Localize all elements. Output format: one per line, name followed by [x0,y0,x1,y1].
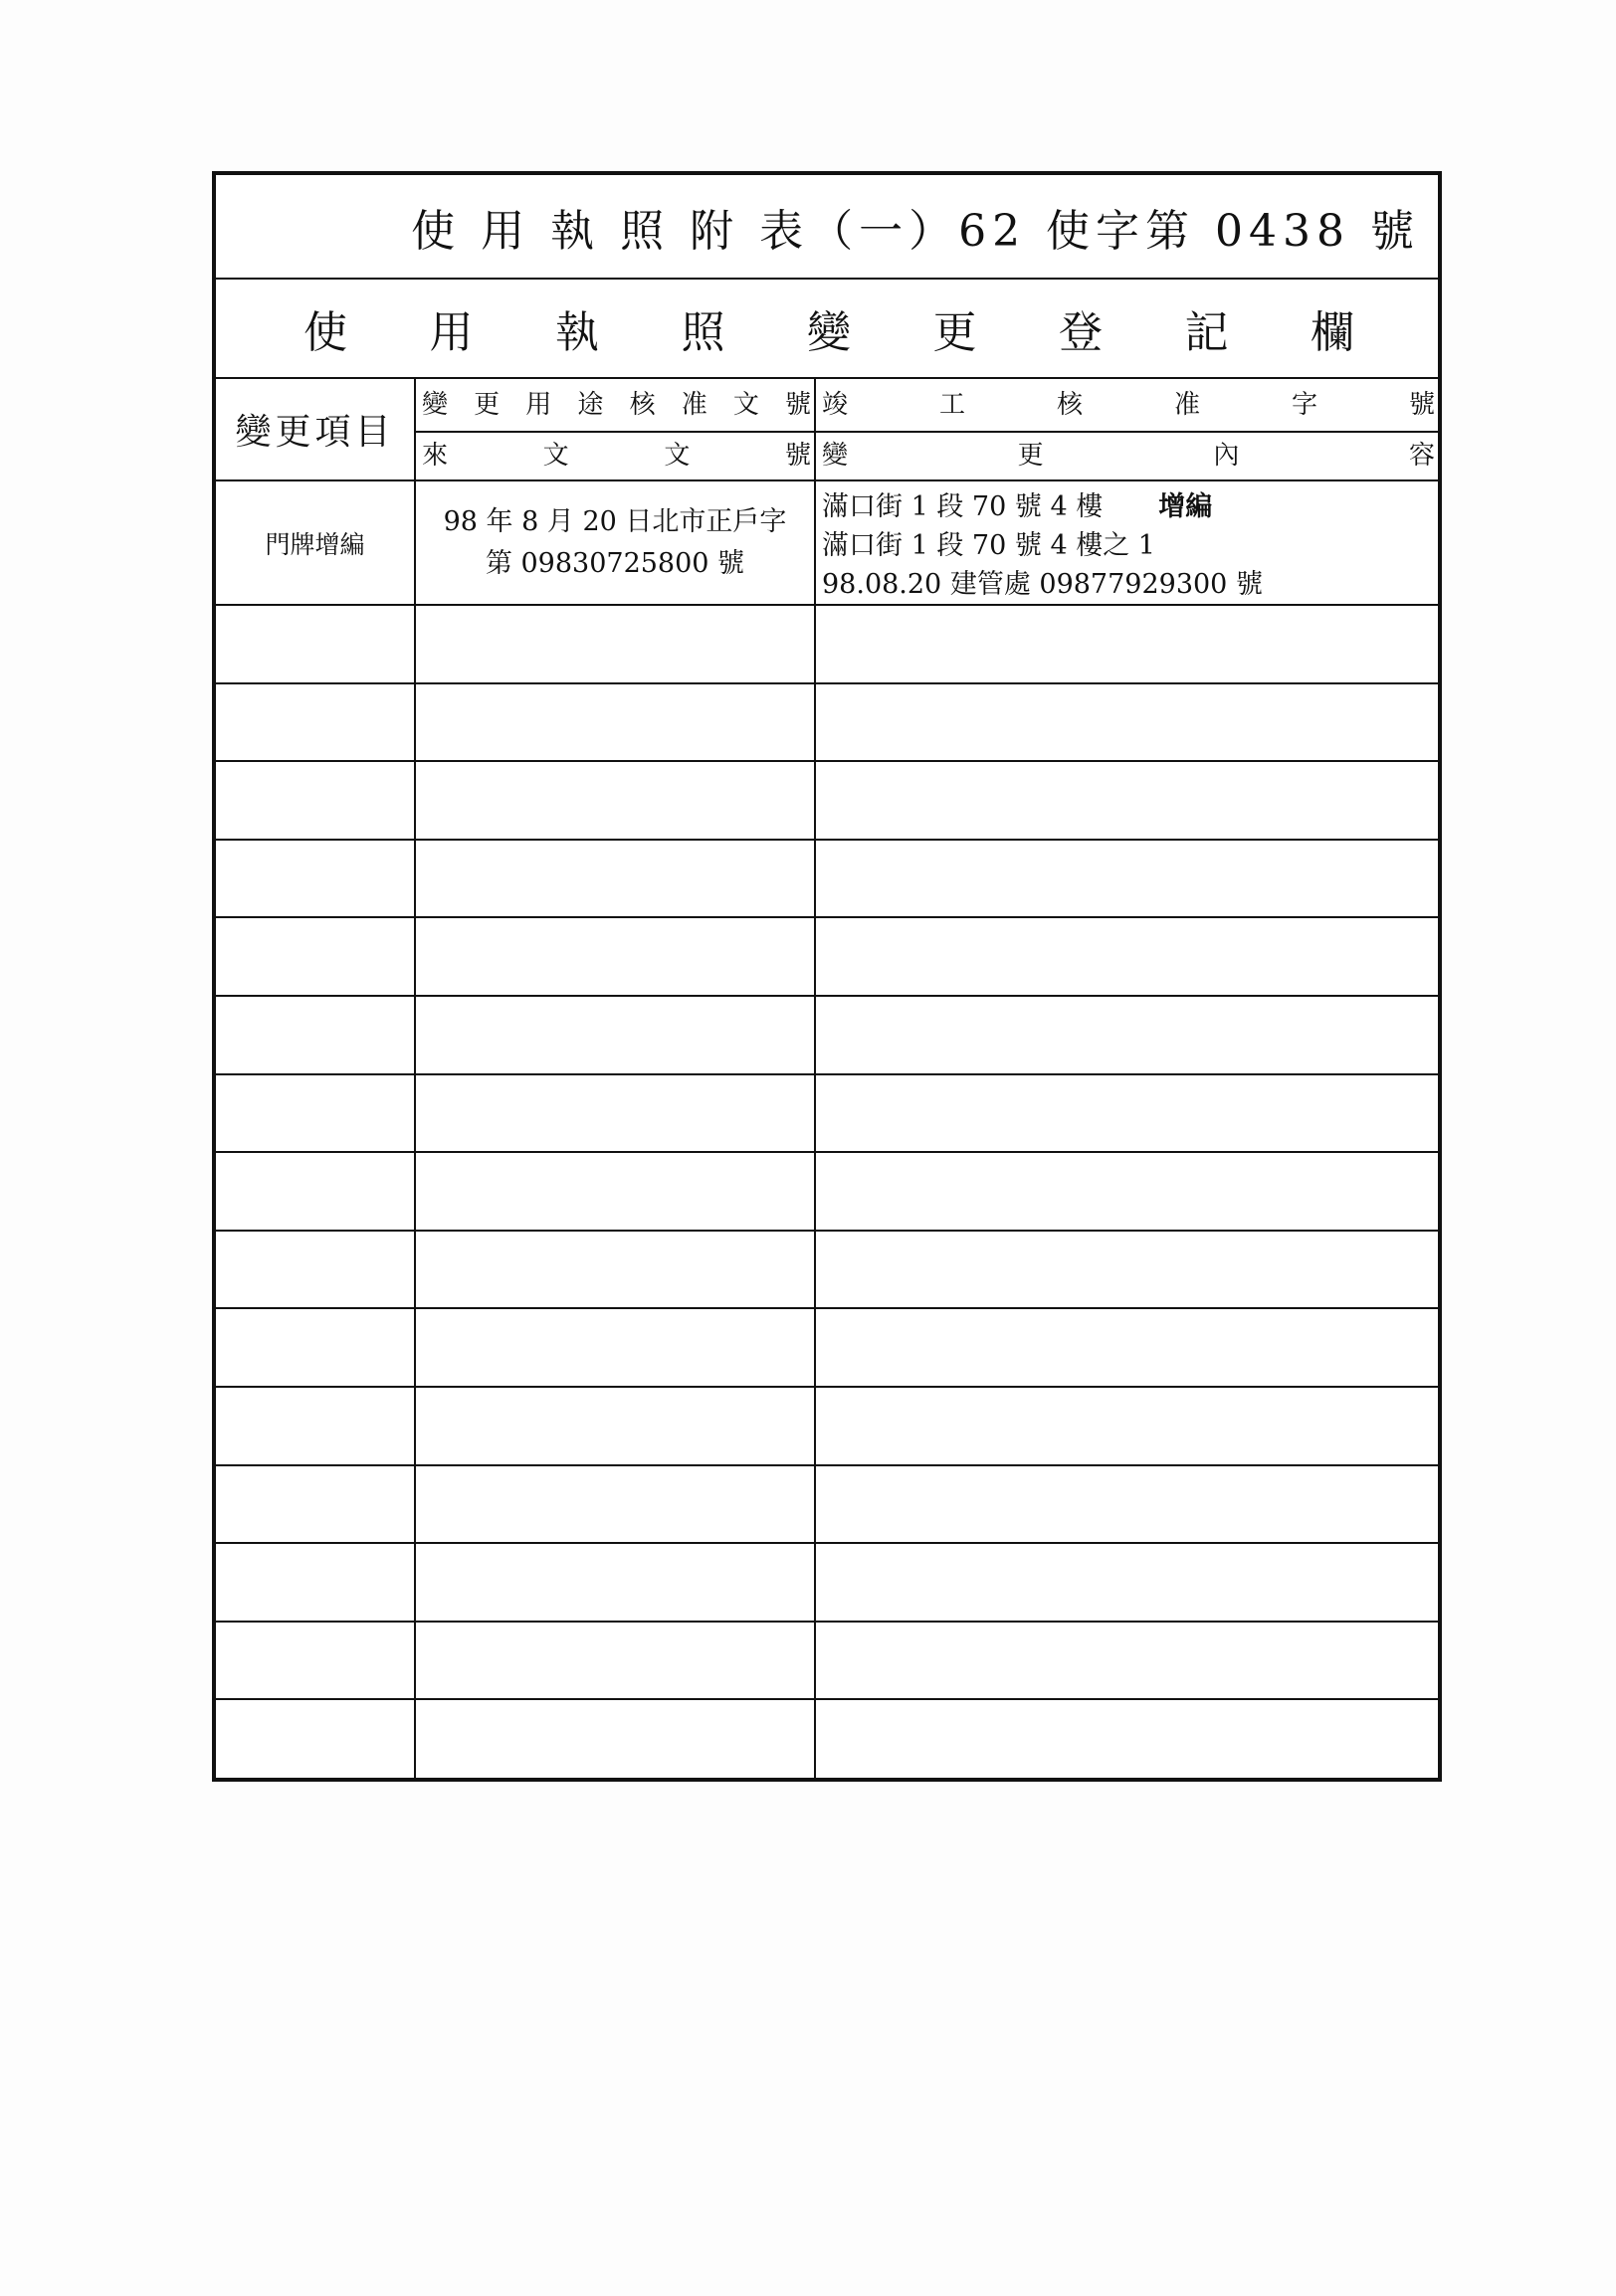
empty-row [216,1699,1438,1778]
empty-cell [216,1699,415,1778]
empty-cell [216,605,415,683]
empty-row [216,1074,1438,1153]
empty-cell [815,1387,1438,1465]
header-row-top [216,378,1438,432]
empty-cell [415,1387,815,1465]
header-completion-number: 竣 工 核 准 字 號 [815,378,1438,432]
header-approval-number: 變 更 用 途 核 准 文 號 [415,378,815,432]
content-line-1 [822,487,1438,526]
header-incoming-number: 來 文 文 號 [415,432,815,480]
empty-cell [415,1699,815,1778]
empty-cell [216,683,415,762]
empty-row [216,683,1438,762]
empty-cell [415,996,815,1074]
empty-cell [415,761,815,840]
empty-row [216,1152,1438,1231]
empty-cell [216,761,415,840]
empty-row [216,996,1438,1074]
empty-cell [815,1622,1438,1700]
empty-cell [216,840,415,918]
empty-row [216,1543,1438,1622]
document-number-line-1: 98 年 8 月 20 日北市正戶字 [443,505,787,537]
row-change-content [815,480,1438,605]
empty-cell [415,605,815,683]
empty-cell [216,1465,415,1544]
header-change-content: 變 更 內 容 [815,432,1438,480]
empty-row [216,1308,1438,1387]
document-title: 使 用 執 照 附 表（一）62 使字第 0438 號 [216,175,1438,279]
table-row [216,480,1438,605]
content-tag: 增編 [1158,491,1213,522]
empty-cell [415,840,815,918]
empty-cell [415,1231,815,1309]
empty-cell [815,1152,1438,1231]
empty-cell [415,1074,815,1153]
empty-cell [415,1543,815,1622]
empty-cell [216,1387,415,1465]
title-row [216,175,1438,279]
content-line-2: 滿口街 1 段 70 號 4 樓之 1 [822,530,1155,561]
empty-cell [815,1543,1438,1622]
empty-cell [415,1308,815,1387]
empty-row [216,605,1438,683]
empty-cell [415,1152,815,1231]
empty-cell [216,1543,415,1622]
empty-cell [815,683,1438,762]
empty-row [216,1465,1438,1544]
empty-cell [815,605,1438,683]
empty-row [216,1622,1438,1700]
empty-cell [415,1465,815,1544]
empty-cell [216,1231,415,1309]
change-registration-table [216,175,1438,1778]
empty-cell [815,761,1438,840]
content-line-3: 98.08.20 建管處 09877929300 號 [822,569,1263,600]
row-change-item: 門牌增編 [216,480,415,605]
empty-cell [216,1152,415,1231]
empty-cell [815,917,1438,996]
empty-cell [815,1465,1438,1544]
empty-row [216,761,1438,840]
empty-cell [216,1622,415,1700]
empty-row [216,917,1438,996]
empty-row [216,840,1438,918]
subtitle-row [216,279,1438,378]
empty-cell [815,996,1438,1074]
empty-cell [216,996,415,1074]
license-attachment-form [212,171,1442,1782]
empty-cell [415,683,815,762]
empty-row [216,1387,1438,1465]
empty-cell [815,1231,1438,1309]
empty-cell [216,917,415,996]
empty-cell [216,1074,415,1153]
empty-cell [216,1308,415,1387]
empty-cell [815,1074,1438,1153]
document-subtitle: 使 用 執 照 變 更 登 記 欄 [216,279,1438,378]
empty-cell [815,1699,1438,1778]
content-address-original: 滿口街 1 段 70 號 4 樓 [822,491,1104,522]
empty-row [216,1231,1438,1309]
header-change-item: 變更項目 [216,378,415,480]
row-document-number [415,480,815,605]
empty-cell [415,1622,815,1700]
empty-cell [415,917,815,996]
empty-cell [815,840,1438,918]
empty-cell [815,1308,1438,1387]
document-number-line-2: 第 09830725800 號 [485,547,745,579]
